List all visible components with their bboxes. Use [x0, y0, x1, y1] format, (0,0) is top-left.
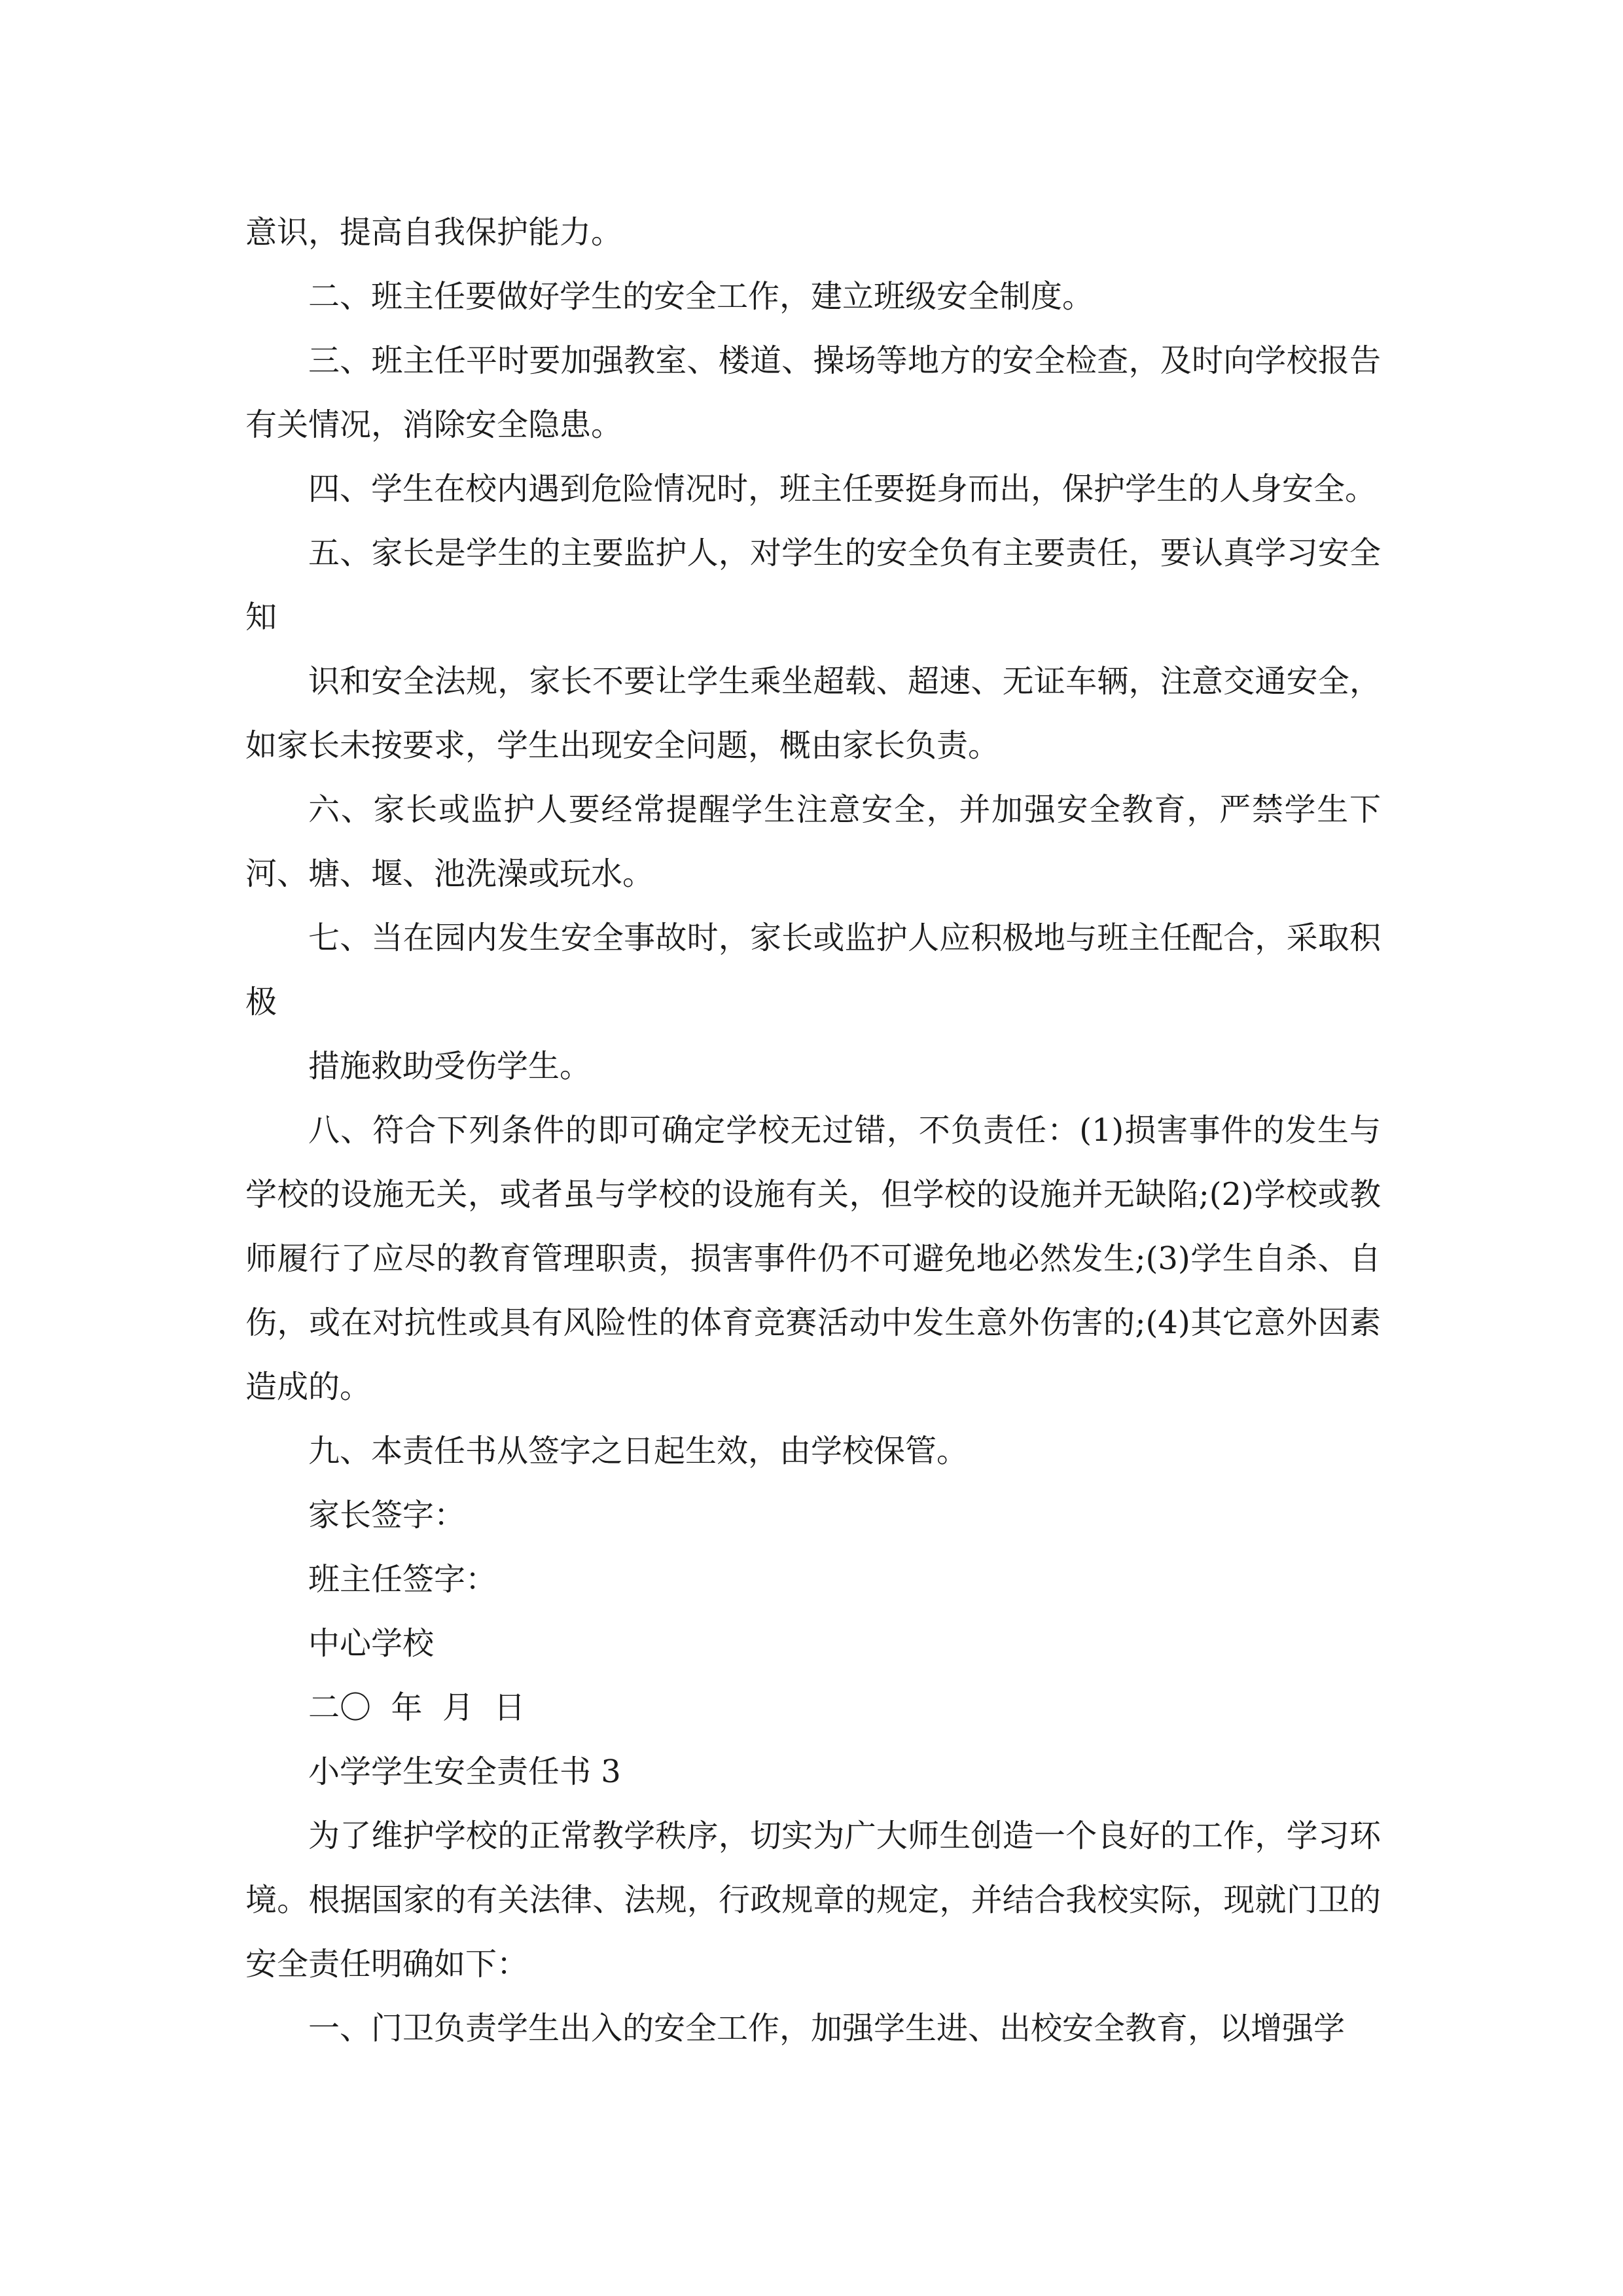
paragraph-item-7: 七、当在园内发生安全事故时，家长或监护人应积极地与班主任配合，采取积极 — [245, 920, 1381, 1020]
section-title: 小学学生安全责任书 3 — [308, 1753, 621, 1790]
paragraph-item-4: 四、学生在校内遇到危险情况时，班主任要挺身而出，保护学生的人身安全。 — [308, 471, 1377, 507]
date-line: 二〇 年 月 日 — [308, 1689, 526, 1726]
paragraph-item-8: 八、符合下列条件的即可确定学校无过错，不负责任：(1)损害事件的发生与学校的设施无关，或者虽与学校的设施有关，但学校的设施并无缺陷;(2)学校或教师履行了应尽的教育管理职责，损害事件仍不可避免地必然发生;(3)学生自杀、自伤，或在对抗性或具有风险性的体育竞赛活动中发生意外伤害的;(4)其它意外因素造成的。 — [245, 1112, 1381, 1405]
paragraph-item-9: 九、本责任书从签字之日起生效，由学校保管。 — [308, 1433, 969, 1469]
paragraph-intro: 为了维护学校的正常教学秩序，切实为广大师生创造一个良好的工作，学习环境。根据国家的有关法律、法规，行政规章的规定，并结合我校实际，现就门卫的安全责任明确如下： — [245, 1818, 1381, 1982]
paragraph-continuation: 意识，提高自我保护能力。 — [245, 214, 623, 251]
paragraph-item-1: 一、门卫负责学生出入的安全工作，加强学生进、出校安全教育，以增强学 — [308, 2010, 1346, 2047]
parent-signature-label: 家长签字： — [308, 1497, 466, 1534]
paragraph-item-6: 六、家长或监护人要经常提醒学生注意安全，并加强安全教育，严禁学生下河、塘、堰、池洗澡或玩水。 — [245, 791, 1381, 892]
paragraph-item-3: 三、班主任平时要加强教室、楼道、操场等地方的安全检查，及时向学校报告有关情况，消除安全隐患。 — [245, 342, 1381, 443]
document-body — [245, 200, 1381, 2060]
teacher-signature-label: 班主任签字： — [308, 1561, 497, 1598]
paragraph-item-5-continued: 识和安全法规，家长不要让学生乘坐超载、超速、无证车辆，注意交通安全，如家长未按要求，学生出现安全问题，概由家长负责。 — [245, 663, 1381, 764]
paragraph-item-2: 二、班主任要做好学生的安全工作，建立班级安全制度。 — [308, 278, 1094, 315]
paragraph-item-5: 五、家长是学生的主要监护人，对学生的安全负有主要责任，要认真学习安全知 — [245, 535, 1381, 636]
school-name: 中心学校 — [308, 1625, 435, 1662]
paragraph-item-7-continued: 措施救助受伤学生。 — [308, 1048, 592, 1085]
